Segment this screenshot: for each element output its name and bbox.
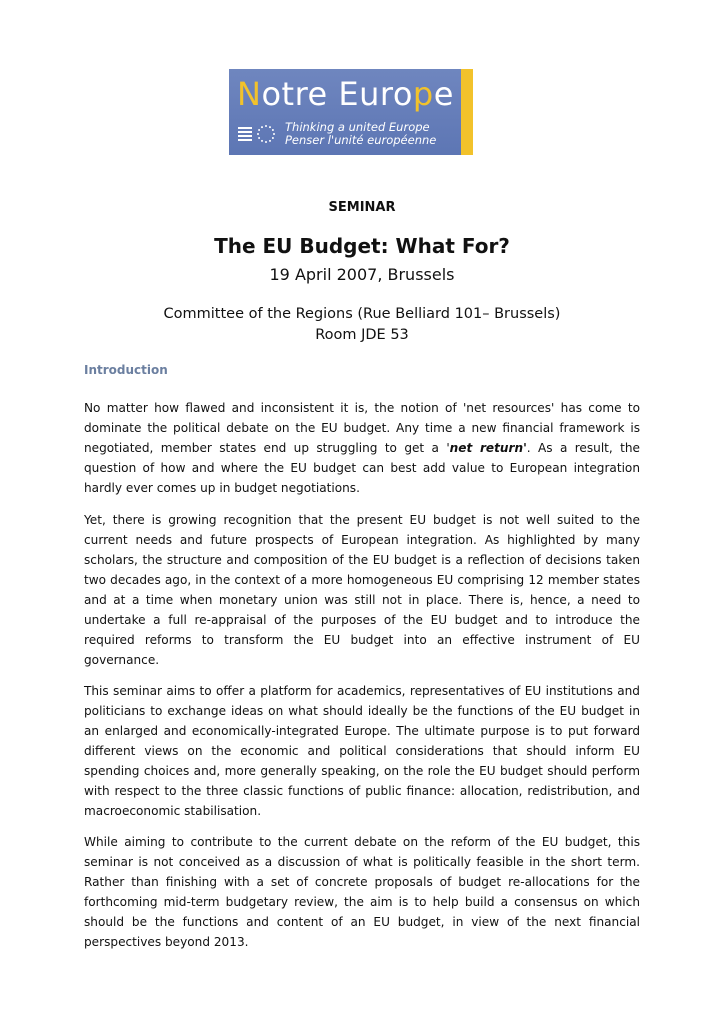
- logo-letter-n: N: [237, 75, 262, 113]
- tagline-french: Penser l'unité européenne: [285, 133, 437, 147]
- logo-wordmark: [237, 75, 454, 113]
- eu-stars-icon: [256, 124, 276, 144]
- logo-accent-bar: [461, 69, 473, 155]
- intro-paragraph-4: While aiming to contribute to the current debate on the reform of the EU budget, this seminar is not conceived as a discussion of what is politically feasible in the short term. Rather than finishing with a set of concrete proposals of budget re-allocations for the forthcoming mid-term budgetary review, the aim is to help build a consensus on which should be the functions and content of an EU budget, in view of the next financial perspectives beyond 2013.: [84, 835, 640, 949]
- introduction-heading: Introduction: [84, 363, 168, 377]
- intro-paragraph-1: [84, 398, 640, 498]
- intro-paragraph-2: Yet, there is growing recognition that the present EU budget is not well suited to the current needs and future prospects of European integration. As highlighted by many scholars, the structure and composition of the EU budget is a reflection of decisions taken two decades ago, in the context of a more homogeneous EU comprising 12 member states and at a time when monetary union was still not in place. There is, hence, a need to undertake a full re-appraisal of the purposes of the EU budget and to introduce the required reforms to transform the EU budget into an effective instrument of EU governance.: [84, 513, 640, 667]
- page-title: The EU Budget: What For?: [214, 234, 510, 258]
- logo-name-middle: otre Euro: [261, 75, 413, 113]
- logo-tagline: [285, 121, 436, 147]
- venue-room: Room JDE 53: [315, 327, 409, 343]
- net-return-emphasis: net return': [449, 441, 527, 455]
- venue-block: [0, 304, 724, 346]
- seminar-label: SEMINAR: [328, 200, 396, 215]
- paragraph-1-text-a: No matter how flawed and inconsistent it is, the notion of 'net resources' has come to dominate the political debate on the EU budget. Any time a new financial framework is negotiated, member states end up struggling to get a ': [84, 401, 640, 455]
- document-lines-icon: [238, 127, 252, 143]
- logo-name-end: e: [433, 75, 454, 113]
- logo-letter-p: p: [412, 75, 434, 113]
- notre-europe-logo: [229, 69, 473, 155]
- venue-address: Committee of the Regions (Rue Belliard 101– Brussels): [163, 306, 561, 322]
- intro-paragraph-3: This seminar aims to offer a platform for academics, representatives of EU institutions and politicians to exchange ideas on what should ideally be the functions of the EU budget in an enlarged and economically-integrated Europe. The ultimate purpose is to put forward different views on the economic and political considerations that should inform EU spending choices and, more generally speaking, on the role the EU budget should perform with respect to the three classic functions of public finance: allocation, redistribution, and macroeconomic stabilisation.: [84, 684, 640, 818]
- date-place: 19 April 2007, Brussels: [269, 265, 455, 284]
- tagline-english: Thinking a united Europe: [285, 120, 430, 134]
- paragraph-1-text-b: . As a result, the question of how and where the EU budget can best add value to European integration hardly ever comes up in budget negotiations.: [84, 441, 640, 495]
